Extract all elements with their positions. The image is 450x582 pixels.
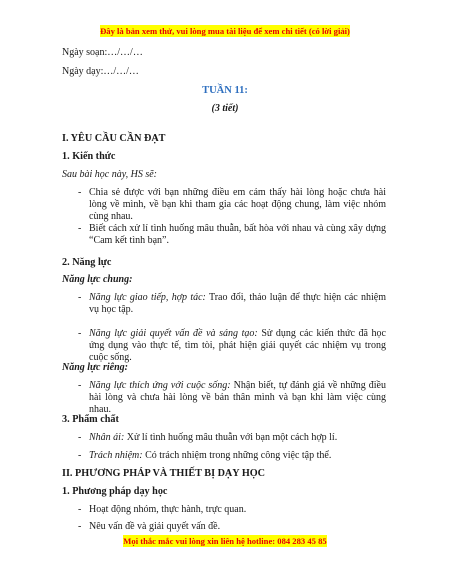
prep-date: Ngày soạn:…/…/… bbox=[62, 47, 143, 58]
item-text: Trao đổi, thảo luận để thực hiện các nhiệm vụ học tập. bbox=[89, 292, 386, 315]
specific-competence-item-1 bbox=[89, 380, 386, 416]
preview-notice-text: Đây là bản xem thử, vui lòng mua tài liệu để xem chi tiết (có lời giải) bbox=[100, 26, 350, 36]
bullet-marker: - bbox=[78, 187, 82, 198]
preview-notice-banner bbox=[0, 26, 450, 36]
item-text: Có trách nhiệm trong những công việc tập thể. bbox=[142, 450, 332, 461]
qualities-heading: 3. Phẩm chất bbox=[62, 414, 119, 425]
item-label: Năng lực giao tiếp, hợp tác: bbox=[89, 292, 206, 303]
competence-heading: 2. Năng lực bbox=[62, 257, 112, 268]
method-item-1: Hoạt động nhóm, thực hành, trực quan. bbox=[89, 504, 247, 515]
knowledge-intro: Sau bài học này, HS sẽ: bbox=[62, 169, 157, 180]
bullet-marker: - bbox=[78, 432, 82, 443]
item-label: Nhân ái: bbox=[89, 432, 125, 443]
knowledge-item-1: Chia sẻ được với bạn những điều em cảm thấy hài lòng hoặc chưa hài lòng về mình, về bạn khi tham gia các hoạt động chung, làm việc nhóm cùng nhau. bbox=[89, 187, 386, 222]
item-text: Xử lí tình huống mâu thuẫn với bạn một cách hợp lí. bbox=[124, 432, 338, 443]
hotline-text: Mọi thắc mắc vui lòng xin liên hệ hotline: 084 283 45 85 bbox=[123, 536, 327, 546]
quality-item-1 bbox=[89, 432, 386, 444]
general-competence-label: Năng lực chung: bbox=[62, 274, 133, 285]
bullet-marker: - bbox=[78, 328, 82, 339]
general-competence-item-2 bbox=[89, 328, 386, 364]
item-text: Sử dụng các kiến thức đã học ứng dụng vào thực tế, tìm tòi, phát hiện giải quyết các nhiệm vụ trong cuộc sống. bbox=[89, 328, 386, 363]
knowledge-heading: 1. Kiến thức bbox=[62, 151, 116, 162]
bullet-marker: - bbox=[78, 380, 82, 391]
quality-item-2 bbox=[89, 450, 386, 462]
week-title: TUẦN 11: bbox=[202, 85, 248, 96]
bullet-marker: - bbox=[78, 292, 82, 303]
item-text: Nhận biết, tự đánh giá về những điều hài lòng và chưa hài lòng về bản thân mình và bạn khi làm việc cùng nhau. bbox=[89, 380, 386, 415]
bullet-marker: - bbox=[78, 450, 82, 461]
bullet-marker: - bbox=[78, 223, 82, 234]
general-competence-item-1 bbox=[89, 292, 386, 316]
bullet-marker: - bbox=[78, 521, 82, 532]
hotline-banner bbox=[0, 536, 450, 546]
item-label: Năng lực giải quyết vấn đề và sáng tạo: bbox=[89, 328, 258, 339]
section-2-heading: II. PHƯƠNG PHÁP VÀ THIẾT BỊ DẠY HỌC bbox=[62, 468, 266, 479]
item-label: Trách nhiệm: bbox=[89, 450, 143, 461]
periods-subtitle: (3 tiết) bbox=[211, 103, 239, 114]
bullet-marker: - bbox=[78, 504, 82, 515]
teach-date: Ngày dạy:…/…/… bbox=[62, 66, 139, 77]
item-label: Năng lực thích ứng với cuộc sống: bbox=[89, 380, 231, 391]
knowledge-item-2: Biết cách xử lí tình huống mâu thuẫn, bất hòa với nhau và cùng xây dựng “Cam kết tình bạn”. bbox=[89, 223, 386, 246]
specific-competence-label: Năng lực riêng: bbox=[62, 362, 128, 373]
section-1-heading: I. YÊU CẦU CẦN ĐẠT bbox=[62, 133, 166, 144]
methods-heading: 1. Phương pháp dạy học bbox=[62, 486, 168, 497]
method-item-2: Nêu vấn đề và giải quyết vấn đề. bbox=[89, 521, 221, 532]
